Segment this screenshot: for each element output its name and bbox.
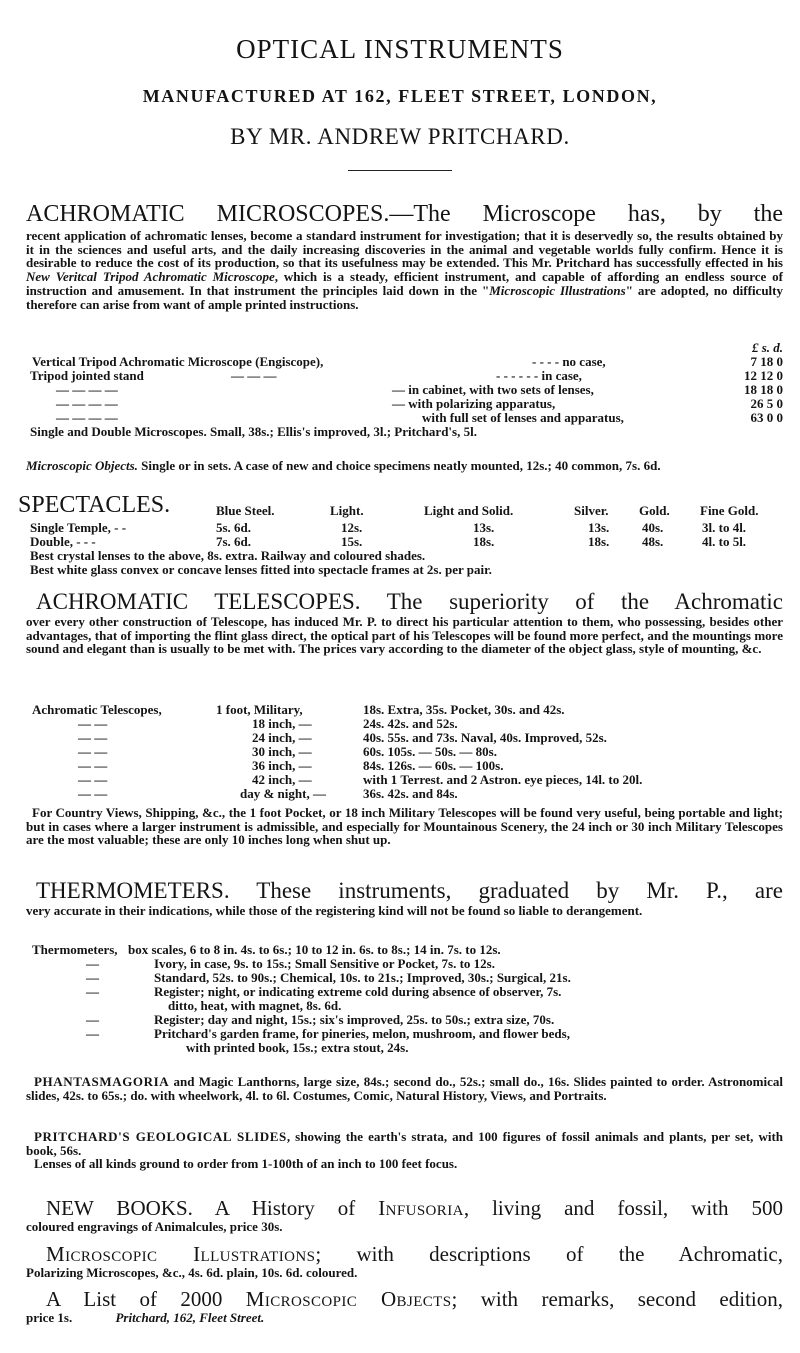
item-price: 26 5 0 [750,396,783,411]
list-item [26,702,783,716]
item-size: 18 inch, — [252,716,312,731]
book-illustrations-line [26,1242,783,1266]
cell: 12s. [341,520,363,535]
microscopes-heading-line [26,201,783,227]
spectacles-note [26,562,783,576]
telescopes-note-text: For Country Views, Shipping, &c., the 1 foot Pocket, or 18 inch Military Telescopes will be found very useful, being portable and light; but in cases where a larger instrument is admissible, and especially for Mountainous Scenery, the 24 inch or 30 inch Military Telescopes are the most valuable; these are only 10 inches long when shut up. [26,805,783,848]
cell: 3l. to 4l. [702,520,747,535]
item-label: — [86,1012,99,1027]
cell: 40s. [642,520,664,535]
item-price: 18s. Extra, 35s. Pocket, 30s. and 42s. [363,702,565,717]
geological-text: , showing the earth's strata, and 100 figures of fossil animals and plants, per set, with book, 56s. [26,1129,783,1158]
column-header: Light and Solid. [424,503,514,518]
thermometers-heading: THERMOMETERS. [36,878,230,903]
microscopes-body [26,229,783,311]
item-detail: - - - - - - in case, [496,368,582,383]
item-label: Thermometers, [32,942,118,957]
thermometers-section [26,878,783,918]
thermometers-lead: These instruments, graduated by Mr. P., are [256,878,783,903]
book-title-infusoria: Infusoria [378,1196,464,1220]
item-label: — — [78,772,108,787]
item-dashes: — — — [231,368,277,383]
item-size: 42 inch, — [252,772,312,787]
table-row [26,534,783,548]
item-detail: with full set of lenses and apparatus, [422,410,624,425]
book-text: ; with remarks, second edition, [451,1287,784,1312]
book-text: ; with descriptions of the Achromatic, [315,1241,783,1266]
cell: 15s. [341,534,363,549]
list-item [26,410,783,424]
item-price: 60s. 105s. — 50s. — 80s. [363,744,497,759]
list-item [26,396,783,410]
item-label: — — [78,744,108,759]
item-detail: Register; day and night, 15s.; six's improved, 25s. to 50s.; extra size, 70s. [154,1012,555,1027]
item-detail: — with polarizing apparatus, [392,396,556,411]
note-text: Best crystal lenses to the above, 8s. extra. Railway and coloured shades. [30,548,426,563]
item-label: — — [78,730,108,745]
thermometers-heading-line [26,878,783,904]
telescopes-note [26,806,783,847]
book-list-line [26,1287,783,1311]
list-item [26,772,783,786]
geological-heading: PRITCHARD'S GEOLOGICAL SLIDES [34,1129,287,1144]
book-title-objects: Microscopic Objects [245,1287,452,1312]
cell: 18s. [473,534,495,549]
item-price: 84s. 126s. — 60s. — 100s. [363,758,504,773]
book-illustrations-detail: Polarizing Microscopes, &c., 4s. 6d. plain, 10s. 6d. coloured. [26,1264,358,1280]
column-header: Light. [330,503,364,518]
telescope-price-list [26,702,783,800]
spectacles-section [18,492,783,577]
microscopes-lead: —The Microscope has, by the [389,201,784,227]
list-item [26,1040,783,1054]
column-header: Fine Gold. [700,503,759,518]
microscopes-heading: ACHROMATIC MICROSCOPES. [26,201,390,227]
book-text: A History of [214,1196,356,1220]
lenses-line: Lenses of all kinds ground to order from 1-100th of an inch to 100 feet focus. [34,1156,458,1172]
list-item [26,956,783,970]
note-text: Best white glass convex or concave lenses fitted into spectacle frames at 2s. per pair. [30,562,492,577]
list-item [26,368,783,382]
currency-header: £ s. d. [751,340,783,355]
list-item [26,382,783,396]
telescopes-body: over every other construction of Telescope, has induced Mr. P. to direct his particular attention to them, who possessing, besides other advantages, that of importing the flint glass direct, the optical part of his Telescopes will be found more perfect, and the mountings more sound and elegant than is usually to be met with. The prices vary according to the diameter of the object glass, style of mounting, &c. [26,614,783,657]
cell: 7s. 6d. [216,534,252,549]
item-detail: Standard, 52s. to 90s.; Chemical, 10s. to 21s.; Improved, 30s.; Surgical, 21s. [154,970,571,985]
cell: 4l. to 5l. [702,534,747,549]
table-row [26,520,783,534]
row-label: Double, - - - [30,534,96,549]
list-item [26,970,783,984]
books-section [26,1196,783,1325]
item-detail: with printed book, 15s.; extra stout, 24s. [186,1040,409,1055]
microscopes-italic-book: Microscopic Illustrations [489,282,626,298]
item-label: — — [78,758,108,773]
item-price: with 1 Terrest. and 2 Astron. eye pieces, 14l. to 20l. [363,772,643,787]
phantasmagoria-text: and Magic Lanthorns, large size, 84s.; second do., 52s.; small do., 16s. Slides painted to order. Astronomical slides, 42s. to 65s.; do. with wheelwork, 4l. to 6l. Costumes, Comic, Natural History, Views, and Portraits. [26,1074,783,1103]
cell: 18s. [588,534,610,549]
column-header: Silver. [574,503,609,518]
item-size: 24 inch, — [252,730,312,745]
row-label: Single Temple, - - [30,520,127,535]
item-price: 63 0 0 [750,410,783,425]
book-history-detail: coloured engravings of Animalcules, price 30s. [26,1219,283,1234]
cell: 13s. [473,520,495,535]
item-price: 18 18 0 [744,382,783,397]
spectacles-note [26,548,783,562]
item-label: — [86,970,99,985]
book-history-line [26,1196,783,1220]
item-detail: Register; night, or indicating extreme cold during absence of observer, 7s. [154,984,562,999]
item-price: 40s. 55s. and 73s. Naval, 40s. Improved, 52s. [363,730,607,745]
list-item [26,786,783,800]
item-label: Achromatic Telescopes, [32,702,162,717]
thermometers-body: very accurate in their indications, while those of the registering kind will not be found so liable to derangement. [26,903,643,918]
item-size: day & night, — [240,786,326,801]
list-item [26,942,783,956]
item-detail: Pritchard's garden frame, for pineries, melon, mushroom, and flower beds, [154,1026,570,1041]
single-double-line [26,424,783,438]
list-item [26,1012,783,1026]
list-item [26,758,783,772]
item-price: 24s. 42s. and 52s. [363,716,458,731]
item-detail: — in cabinet, with two sets of lenses, [392,382,594,397]
item-price: 36s. 42s. and 84s. [363,786,458,801]
microscopes-body-text: recent application of achromatic lenses, become a standard instrument for investigation; that it is deservedly so, the results obtained by it in the sciences and useful arts, and the daily increasing discoveries in the animal and vegetable worlds fully confirm. Hence it is desirable to reduce the cost of its production, so that its usefulness may be extended. This Mr. Pritchard has successfully effected in his [26,228,783,271]
list-item [26,354,783,368]
item-label: — [86,1026,99,1041]
item-price: 7 18 0 [750,354,783,369]
item-label: — [86,984,99,999]
thermometer-price-list [26,942,783,1054]
item-size: 36 inch, — [252,758,312,773]
item-label: — — [78,716,108,731]
phantasmagoria-section [26,1075,783,1102]
book-title-illustrations: Microscopic Illustrations [46,1241,316,1266]
spectacles-heading: SPECTACLES. [18,492,171,518]
telescopes-lead: The superiority of the Achromatic [386,589,783,614]
address-line: MANUFACTURED AT 162, FLEET STREET, LONDON, [142,86,658,106]
book-list-detail [26,1311,783,1325]
cell: 5s. 6d. [216,520,252,535]
microscopic-objects [26,459,783,473]
objects-label: Microscopic Objects. [26,458,138,473]
book-text: A List of 2000 [46,1287,223,1312]
column-header: Blue Steel. [216,503,275,518]
header-divider [348,170,452,171]
column-header: Gold. [639,503,670,518]
microscopes-body-text-2: , which is a steady, efficient instrument, and capable of affording an endless source of instruction and amusement. In that instrument the principles laid down in the " [26,269,784,298]
list-item [26,744,783,758]
list-item [26,984,783,998]
item-detail: - - - - no case, [532,354,606,369]
list-item [26,998,783,1012]
telescopes-heading-line [26,589,783,615]
list-item [26,1026,783,1040]
book-price: price 1s. [26,1310,73,1326]
item-size: 1 foot, Military, [216,702,303,717]
item-label: — — [78,786,108,801]
item-size: 30 inch, — [252,744,312,759]
page-title: OPTICAL INSTRUMENTS [236,34,564,64]
maker-line: BY MR. ANDREW PRITCHARD. [230,124,570,149]
microscopes-section [26,201,783,311]
books-heading: NEW BOOKS. [46,1196,193,1220]
item-label: Vertical Tripod Achromatic Microscope (Engiscope), [32,354,324,369]
item-detail: Ivory, in case, 9s. to 15s.; Small Sensitive or Pocket, 7s. to 12s. [154,956,495,971]
cell: 13s. [588,520,610,535]
publisher-signature: Pritchard, 162, Fleet Street. [115,1310,265,1326]
item-detail: box scales, 6 to 8 in. 4s. to 6s.; 10 to 12 in. 6s. to 8s.; 14 in. 7s. to 12s. [128,942,501,957]
geological-section [26,1130,783,1171]
item-label: Tripod jointed stand [30,368,144,383]
microscopes-body-text-3: " are adopted, no difficulty therefore can arise from want of ample printed instructions. [26,282,783,312]
microscopes-italic-title: New Veritcal Tripod Achromatic Microscope [26,269,275,285]
item-label: — — — — [56,410,118,425]
cell: 48s. [642,534,664,549]
phantasmagoria-heading: PHANTASMAGORIA [34,1074,170,1089]
item-label: — [86,956,99,971]
item-price: 12 12 0 [744,368,783,383]
item-label: — — — — [56,382,118,397]
telescopes-section [26,589,783,656]
item-detail: ditto, heat, with magnet, 8s. 6d. [168,998,342,1013]
microscope-price-list [26,340,783,438]
list-item [26,730,783,744]
list-item [26,716,783,730]
objects-text: Single or in sets. A case of new and choice specimens neatly mounted, 12s.; 40 common, 7s. 6d. [137,458,661,473]
telescopes-heading: ACHROMATIC TELESCOPES. [36,589,361,614]
single-double-text: Single and Double Microscopes. Small, 38s.; Ellis's improved, 3l.; Pritchard's, 5l. [30,424,477,439]
item-label: — — — — [56,396,118,411]
book-text: , living and fossil, with 500 [463,1196,783,1220]
